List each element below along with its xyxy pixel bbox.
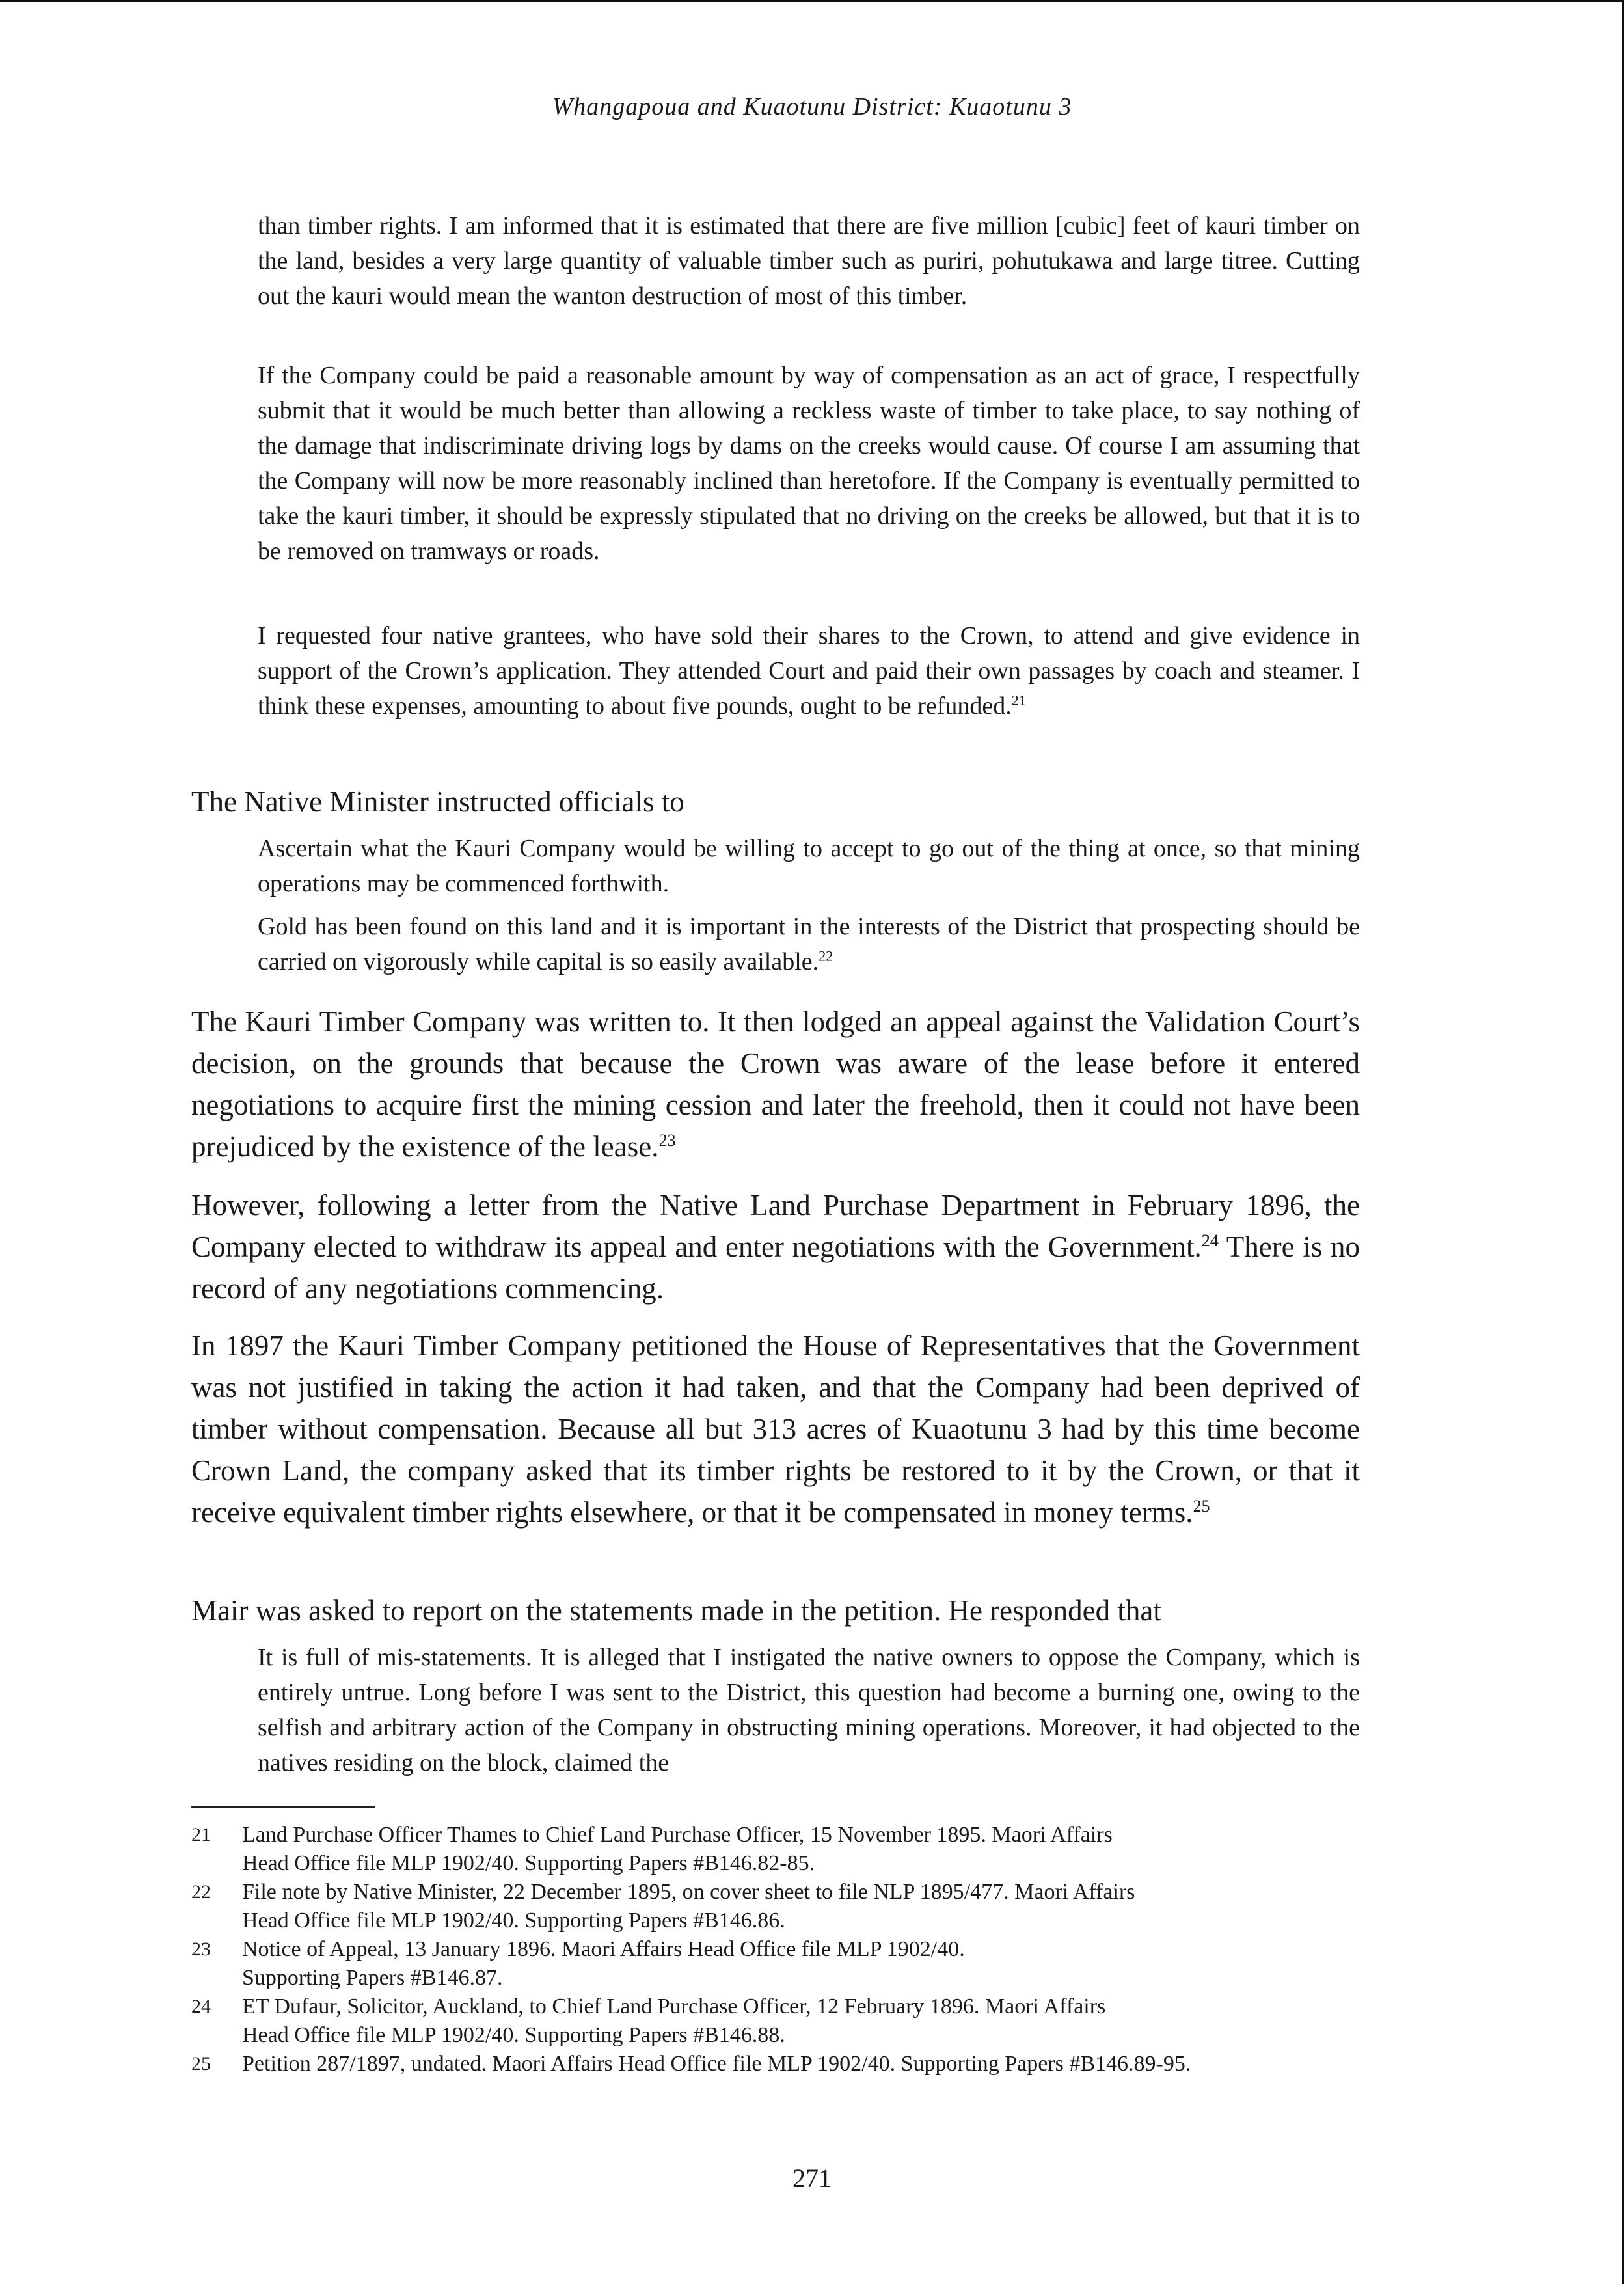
running-header: Whangapoua and Kuaotunu District: Kuaotunu 3 [552,93,1072,120]
footnote-text [242,2050,1360,2078]
footnote-line: File note by Native Minister, 22 December 1895, on cover sheet to file NLP 1895/477. Maori Affairs [242,1880,1135,1904]
footnote-line: Supporting Papers #B146.87. [242,1966,503,1990]
quote-paragraph [258,358,1360,569]
footnote [191,1992,1360,2050]
footnote-rule [191,1806,375,1808]
footnote-line: Notice of Appeal, 13 January 1896. Maori Affairs Head Office file MLP 1902/40. [242,1937,965,1961]
footnote [191,1878,1360,1935]
paragraph-text: In 1897 the Kauri Timber Company petitioned the House of Representatives that the Government was not justified in taking the action it had taken, and that the Company had been deprived of timber without compensation. Because all but 313 acres of Kuaotunu 3 had by this time become Crown Land, the company asked that its timber rights be restored to it by the Crown, or that it receive equivalent timber rights elsewhere, or that it be compensated in money terms. [191,1329,1360,1529]
footnote-ref: 25 [1193,1497,1210,1516]
quote-paragraph [258,909,1360,979]
quote-paragraph [258,208,1360,314]
paragraph-text: There is no record of any negotiations commencing. [191,1230,1360,1305]
quote-text: It is full of mis-statements. It is alleged that I instigated the native owners to oppose the Company, which is entirely untrue. Long before I was sent to the District, this question had become a burning one, owing to the selfish and arbitrary action of the Company in obstructing mining operations. Moreover, it had objected to the natives residing on the block, claimed the [258,1644,1360,1776]
footnote-number: 21 [191,1824,211,1845]
footnote-number: 24 [191,1996,211,2017]
paragraph-text: However, following a letter from the Native Land Purchase Department in February 1896, the Company elected to withdraw its appeal and enter negotiations with the Government. [191,1189,1360,1263]
quote-text: I requested four native grantees, who have sold their shares to the Crown, to attend and give evidence in support of the Crown’s application. They attended Court and paid their own passages by coach and steamer. I think these expenses, amounting to about five pounds, ought to be refunded. [258,622,1360,720]
quote-paragraph [258,831,1360,901]
quote-text: If the Company could be paid a reasonable amount by way of compensation as an act of grace, I respectfully submit that it would be much better than allowing a reckless waste of timber to take place, to say nothing of the damage that indiscriminate driving logs by dams on the creeks would cause. Of course I am assuming that the Company will now be more reasonably inclined than heretofore. If the Company is eventually permitted to take the kauri timber, it should be expressly stipulated that no driving on the creeks be allowed, but that it is to be removed on tramways or roads. [258,362,1360,565]
footnote-line: Petition 287/1897, undated. Maori Affairs Head Office file MLP 1902/40. Supporting Papers #B146.89-95. [242,2052,1191,2076]
body-paragraph [191,781,1360,823]
footnote-ref: 22 [819,947,833,964]
footnote-line: Head Office file MLP 1902/40. Supporting Papers #B146.86. [242,1909,785,1933]
footnote-line: ET Dufaur, Solicitor, Auckland, to Chief Land Purchase Officer, 12 February 1896. Maori Affairs [242,1994,1106,2019]
page-number: 271 [792,2164,832,2193]
footnote-text [242,1992,1360,2050]
body-paragraph [191,1184,1360,1309]
quote-text: Gold has been found on this land and it is important in the interests of the District that prospecting should be carried on vigorously while capital is so easily available. [258,913,1360,975]
footnote-ref: 21 [1011,692,1026,709]
footnote-line: Head Office file MLP 1902/40. Supporting Papers #B146.82-85. [242,1851,815,1875]
page-border-top [0,0,1624,2]
footnote [191,1821,1360,1878]
footnote-number: 22 [191,1881,211,1903]
footnote-number: 23 [191,1938,211,1960]
body-paragraph [191,1325,1360,1533]
quote-paragraph [258,618,1360,724]
footnote [191,2050,1360,2078]
footnote-text [242,1878,1360,1935]
quote-paragraph [258,1640,1360,1780]
footnote-line: Land Purchase Officer Thames to Chief Land Purchase Officer, 15 November 1895. Maori Affairs [242,1823,1113,1847]
footnote-text [242,1935,1360,1992]
paragraph-text: The Native Minister instructed officials to [191,785,684,818]
footnotes [191,1821,1360,2078]
footnote-line: Head Office file MLP 1902/40. Supporting Papers #B146.88. [242,2023,785,2047]
body-paragraph [191,1001,1360,1167]
footnote-ref: 23 [658,1131,676,1150]
body-paragraph [191,1590,1360,1631]
paragraph-text: Mair was asked to report on the statements made in the petition. He responded that [191,1594,1161,1627]
footnote-text [242,1821,1360,1878]
quote-text: Ascertain what the Kauri Company would be willing to accept to go out of the thing at once, so that mining operations may be commenced forthwith. [258,835,1360,897]
footnote-ref: 24 [1201,1231,1219,1250]
footnote [191,1935,1360,1992]
paragraph-text: The Kauri Timber Company was written to. It then lodged an appeal against the Validation Court’s decision, on the grounds that because the Crown was aware of the lease before it entered negotiations to acquire first the mining cession and later the freehold, then it could not have been prejudiced by the existence of the lease. [191,1005,1360,1163]
quote-text: than timber rights. I am informed that it is estimated that there are five million [cubic] feet of kauri timber on the land, besides a very large quantity of valuable timber such as puriri, pohutukawa and large titree. Cutting out the kauri would mean the wanton destruction of most of this timber. [258,212,1360,310]
footnote-number: 25 [191,2053,211,2074]
